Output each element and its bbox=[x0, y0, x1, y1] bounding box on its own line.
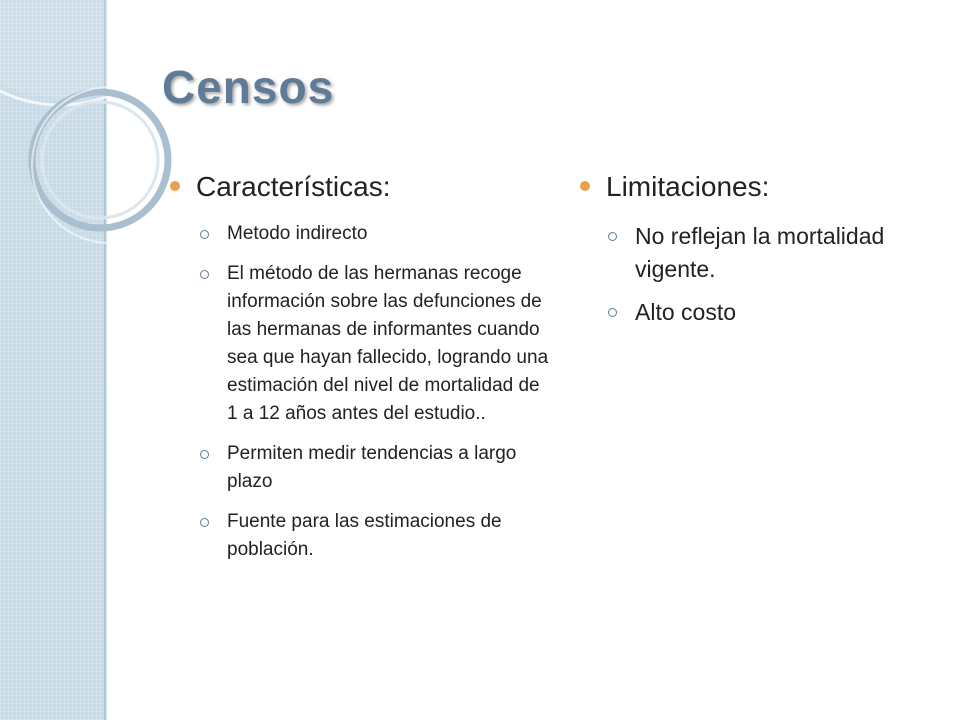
characteristics-heading-row bbox=[170, 168, 550, 206]
bullet-icon bbox=[580, 181, 590, 191]
circle-bullet-icon bbox=[608, 308, 617, 317]
list-item-text: Fuente para las estimaciones de población. bbox=[227, 511, 502, 560]
characteristics-heading: Características: bbox=[196, 171, 391, 202]
list-item bbox=[200, 260, 550, 428]
slide-title: Censos bbox=[162, 61, 335, 113]
side-panel-edge bbox=[104, 0, 107, 720]
circle-bullet-icon bbox=[200, 270, 209, 279]
list-item-text: Alto costo bbox=[635, 299, 736, 325]
list-item bbox=[200, 220, 550, 248]
list-item-text: No reflejan la mortalidad vigente. bbox=[635, 223, 885, 282]
limitations-heading-row bbox=[580, 168, 910, 206]
circle-bullet-icon bbox=[200, 450, 209, 459]
limitations-list bbox=[580, 220, 910, 329]
list-item-text: Metodo indirecto bbox=[227, 223, 368, 244]
list-item bbox=[200, 440, 550, 496]
list-item-text: El método de las hermanas recoge información sobre las defunciones de las hermanas de informantes cuando sea que hayan fallecido, logrando una estimación del nivel de mortalidad de 1 a 12 años antes del estudio.. bbox=[227, 263, 549, 424]
list-item-text: Permiten medir tendencias a largo plazo bbox=[227, 443, 517, 492]
circle-bullet-icon bbox=[200, 230, 209, 239]
limitations-column bbox=[580, 168, 910, 339]
limitations-heading: Limitaciones: bbox=[606, 171, 770, 202]
side-decoration-panel bbox=[0, 0, 105, 720]
list-item bbox=[608, 220, 910, 286]
circle-bullet-icon bbox=[200, 518, 209, 527]
circle-bullet-icon bbox=[608, 232, 617, 241]
bullet-icon bbox=[170, 181, 180, 191]
list-item bbox=[608, 296, 910, 329]
characteristics-list bbox=[170, 220, 550, 564]
characteristics-column bbox=[170, 168, 550, 576]
list-item bbox=[200, 508, 550, 564]
